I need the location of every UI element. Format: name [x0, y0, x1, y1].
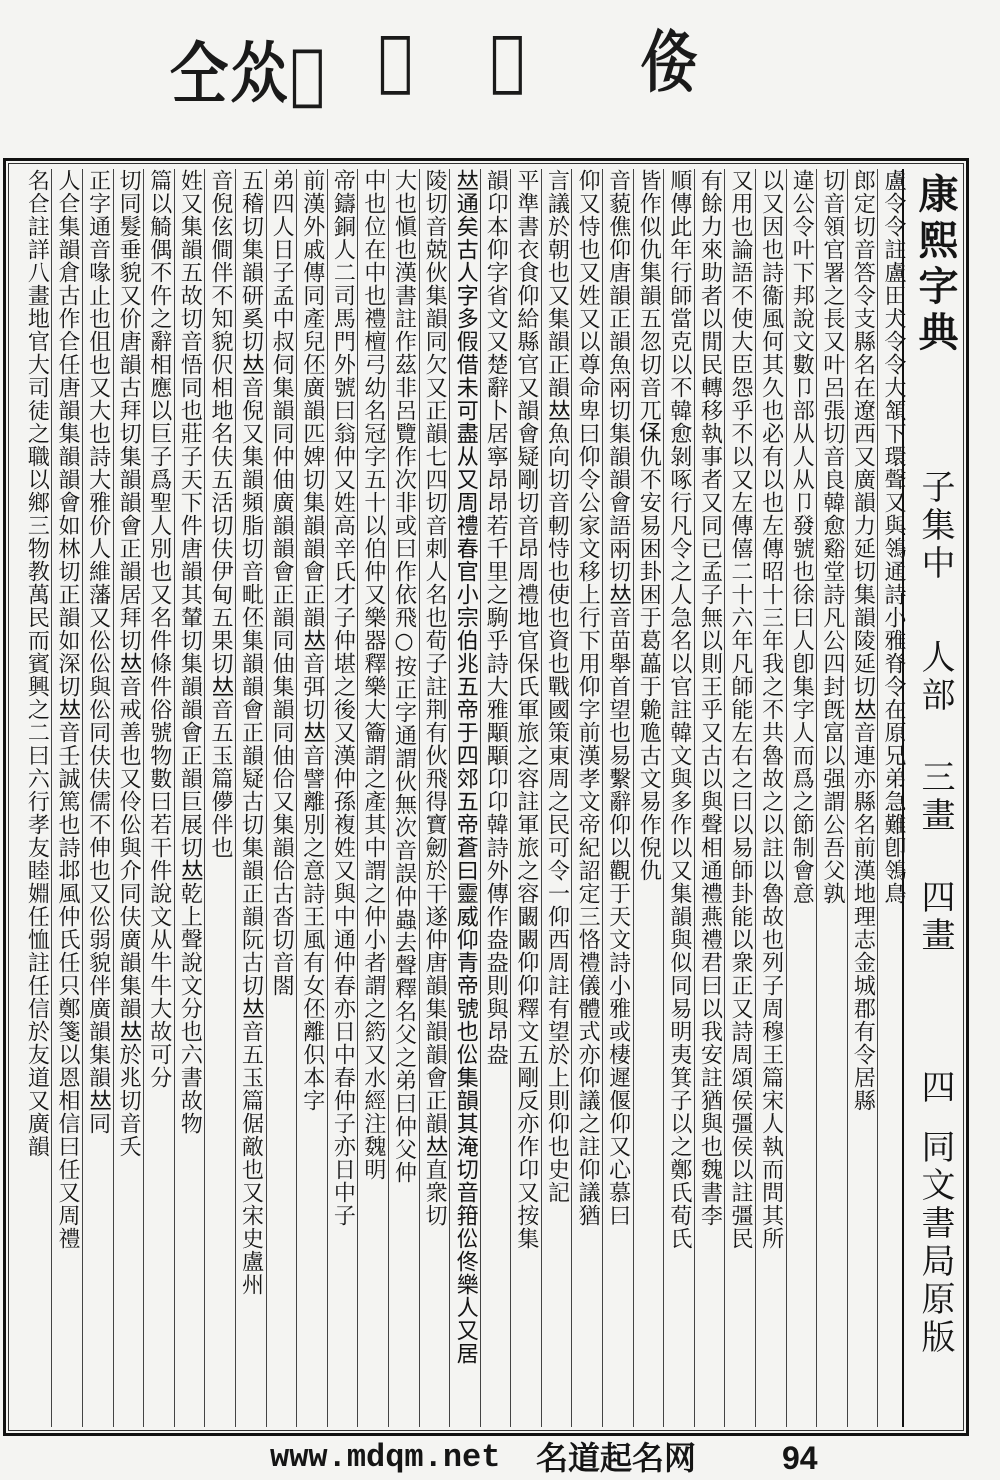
text-column: 篇以觭偶不仵之辭相應以巨子爲聖人別也又名件條件俗號物數曰若干件說文从牛牛大故可分 — [143, 169, 174, 1427]
publisher-label: 同文書局原版 — [915, 1129, 955, 1357]
page-number-cn: 四 — [915, 1069, 955, 1107]
seal-form-3: 𠇻 — [490, 20, 527, 100]
text-column: 有餘力來助者以閒民轉移執事者又同已孟子無以則王乎又古以與聲相通禮燕禮君曰以我安註猶與也魏書李 — [694, 169, 725, 1427]
seal-form-4: 𠈍 — [640, 24, 701, 103]
text-column: 音倪伭僴伴不知貌伬相地名伕五活切伕伊甸五果切𠀤音五玉篇儚伴也 — [204, 169, 235, 1427]
text-column: 陵切音兢伙集韻同欠又正韻七四切音刺人名也荀子註荆有伙飛得寶劒於干遂仲唐韻集韻韻會正韻𠀤直衆切 — [419, 169, 450, 1427]
seal-form-1: 仝𠈌𠇹 — [170, 34, 327, 113]
collection-label: 子集中 — [915, 469, 955, 583]
page-footer — [0, 1438, 1000, 1480]
dictionary-body — [10, 169, 908, 1427]
radical-label: 人部 — [915, 639, 955, 715]
page-header — [907, 169, 963, 1427]
seal-script-row — [150, 18, 710, 153]
text-column: 盧令令註盧田犬令令大頷下環聲又與鴒通詩小雅脊令在原兄弟急難卽鴒鳥 — [877, 169, 908, 1427]
text-column: 言議於朝也又集韻正韻𠀤魚向切音軔恃也使也資也戰國策東周之民可令一仰西周註有望於上則仰也史記 — [541, 169, 572, 1427]
text-column: 郎定切音答令支縣名在遼西又廣韻力延切集韻陵延切𠀤音連亦縣名前漢地理志金城郡有令居縣 — [847, 169, 878, 1427]
website-name: 名道起名网 — [536, 1439, 697, 1477]
text-column: 五稽切集韻研奚切𠀤音倪又集韻頻脂切音毗伾集韻韻會正韻疑古切集韻正韻阮古切𠀤音五玉篇倨敵也又宋史盧州 — [235, 169, 266, 1427]
text-column: 姓又集韻五故切音悟同也莊子天下件唐韻其輦切集韻韻會正韻巨展切𠀤乾上聲說文分也六書故物 — [174, 169, 205, 1427]
text-column: 韻卬本仰字省文又楚辭卜居寧昂昂若千里之駒乎詩大雅顒顒卬卬韓詩外傳作盎盎則與昂盎 — [480, 169, 511, 1427]
text-column: 中也位在中也禮檀弓幼名冠字五十以伯仲又樂器釋樂大籥謂之產其中謂之仲小者謂之箹又水經注魏明 — [357, 169, 388, 1427]
text-column: 仰又恃也又姓又以尊命卑曰仰令公家文移上行下用仰字前漢孝文帝紀詔定三恪禮儀體式亦仰議之註仰議猶 — [571, 169, 602, 1427]
text-column: 違公令叶下邦說文數卩部从人从卩發號也徐曰人卽集字人而爲之節制會意 — [786, 169, 817, 1427]
text-column: 平準書衣食仰給縣官又韻會疑剛切音昂周禮地官保氏軍旅之容註軍旅之容闞闞仰仰釋文五剛反亦作卬又按集 — [510, 169, 541, 1427]
text-column: 大也愼也漢書註作茲非呂覽作次非或曰作依飛○按正字通謂伙無次音誤仲蟲去聲釋名父之弟曰仲父仲 — [388, 169, 419, 1427]
text-column: 前漢外戚傳同產兒伾廣韻匹婢切集韻韻會正韻𠀤音弭切𠀤音譬離別之意詩王風有女伾離伿本字 — [296, 169, 327, 1427]
text-column: 皆作似仇集韻五忽切音兀𠈃仇不安易困卦困于葛藟于臲卼古文易作倪仇 — [633, 169, 664, 1427]
text-column: 以又因也詩衞風何其久也必有以也左傳昭十三年我之不共魯故之以註以魯故也列子周穆王篇宋人執而問其所 — [755, 169, 786, 1427]
text-column: 名仺註詳八畫地官大司徒之職以鄉三物教萬民而賓興之二曰六行孝友睦婣任恤註任信於友道又廣韻 — [24, 169, 50, 1158]
text-column: 音藐僬仰唐韻正韻魚兩切集韻韻會語兩切𠀤音苗舉首望也易繫辭仰以觀于天文詩小雅或棲遲偃仰又心慕曰 — [602, 169, 633, 1427]
text-column: 弟四人日子孟中叔伺集韻同仲伷廣韻韻會正韻同伷集韻同伷佮又集韻佮古沓切音閤 — [266, 169, 297, 1427]
text-column: 𠀤通矣古人字多假借未可盡从又周禮春官小宗伯兆五帝于四郊五帝蒼曰靈威仰青帝號也伀集韻其淹切音箝伀佟樂人又居 — [449, 169, 480, 1427]
seal-form-2: 𠇺 — [378, 20, 415, 100]
text-column: 順傳此年行師當克以不韓愈剝啄行凡令之人急名以官註韓文與多作以又集韻與似同易明夷箕子以之鄭氏荀氏 — [663, 169, 694, 1427]
text-column: 切音領官署之長又叶呂張切音良韓愈谿堂詩凡公四封旣富以强謂公吾父孰 — [816, 169, 847, 1427]
stroke-count-label: 三畫 四畫 — [915, 759, 955, 955]
website-url: www.mdqm.net — [270, 1439, 501, 1476]
dictionary-title: 康熙字典 — [912, 173, 959, 357]
page-number: 94 — [782, 1440, 818, 1476]
text-column: 又用也論語不使大臣怨乎不以又左傳僖二十六年凡師能左右之曰以易師卦能以衆正又詩周頌侯彊侯以註彊民 — [724, 169, 755, 1427]
text-column: 人仺集韻倉古作仺任唐韻集韻韻會如林切正韻如深切𠀤音壬誠篤也詩邶風仲氏任只鄭箋以恩相信曰任又周禮 — [51, 169, 82, 1427]
text-column: 帝鑄銅人二司馬門外號曰翁仲又姓高辛氏才子仲堪之後又漢仲孫複姓又與中通仲春亦日中春仲子亦日中子 — [327, 169, 358, 1427]
text-column: 切同髮垂貌又价唐韻古拜切集韻韻會正韻居拜切𠀤音戒善也又伶伀與介同伕廣韻集韻𠀤於兆切音夭 — [113, 169, 144, 1427]
page-frame — [3, 158, 969, 1436]
text-column: 正字通音喙止也伹也又大也詩大雅价人維藩又伀伀與伀同伕伕儒不伸也又伀弱貌伴廣韻集韻𠀤同 — [82, 169, 113, 1427]
